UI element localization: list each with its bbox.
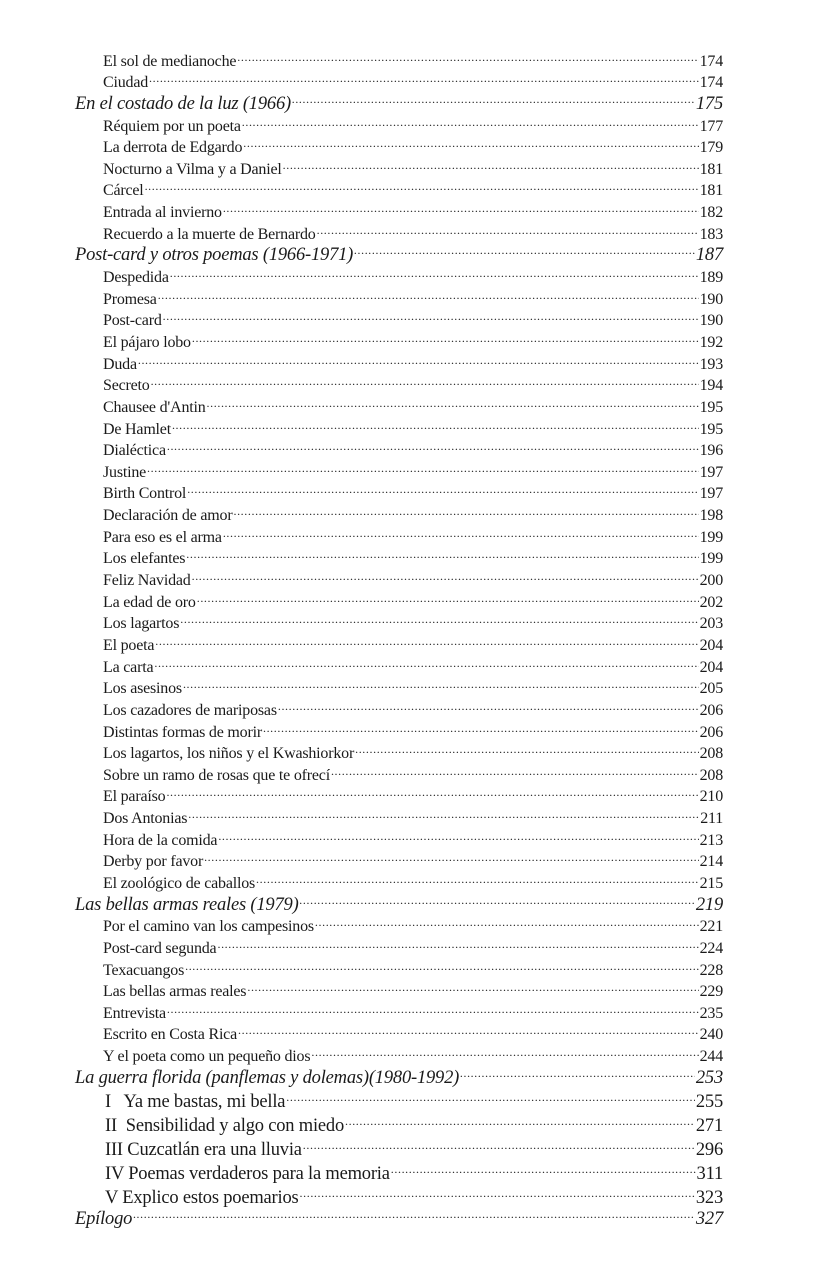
- toc-title: Despedida: [103, 269, 169, 287]
- toc-page-number: 197: [699, 485, 723, 503]
- toc-page-number: 181: [699, 160, 723, 178]
- toc-page-number: 211: [700, 810, 723, 828]
- dot-leader: [183, 672, 699, 694]
- toc-page-number: 208: [699, 745, 723, 763]
- toc-title: II Sensibilidad y algo con miedo: [105, 1115, 344, 1136]
- toc-page-number: 194: [699, 377, 723, 395]
- toc-page-number: 175: [695, 93, 723, 114]
- dot-leader: [154, 650, 698, 672]
- toc-entry-row: [75, 477, 723, 503]
- toc-title: Hora de la comida: [103, 831, 218, 849]
- toc-title: Entrada al invierno: [103, 204, 222, 222]
- toc-page-number: 195: [699, 398, 723, 416]
- toc-page-number: 206: [699, 701, 723, 719]
- toc-page-number: 204: [699, 636, 723, 654]
- dot-leader: [172, 412, 699, 434]
- toc-page-number: 198: [699, 507, 723, 525]
- toc-title: Recuerdo a la muerte de Bernardo: [103, 225, 316, 243]
- dot-leader: [218, 823, 698, 845]
- toc-page-number: 189: [699, 269, 723, 287]
- dot-leader: [192, 325, 699, 347]
- dot-leader: [167, 996, 699, 1018]
- toc-page-number: 215: [699, 874, 723, 892]
- dot-leader: [192, 563, 699, 585]
- toc-entry-row: [75, 195, 723, 222]
- toc-page-number: 200: [699, 572, 723, 590]
- toc-title: El sol de medianoche: [103, 52, 237, 70]
- toc-page-number: 174: [699, 52, 723, 70]
- toc-title: La guerra florida (panflemas y dolemas)(1980-1992): [75, 1067, 460, 1088]
- dot-leader: [149, 66, 699, 88]
- toc-page-number: 199: [699, 550, 723, 568]
- dot-leader: [167, 434, 699, 456]
- toc-page-number: 202: [699, 593, 723, 611]
- dot-leader: [391, 1155, 696, 1179]
- toc-page-number: 193: [699, 355, 723, 373]
- toc-title: El pájaro lobo: [103, 333, 191, 351]
- toc-page-number: 187: [695, 245, 723, 266]
- toc-title: De Hamlet: [103, 420, 171, 438]
- toc-title: El paraíso: [103, 788, 166, 806]
- toc-page-number: 203: [699, 615, 723, 633]
- toc-page-number: 219: [695, 894, 723, 915]
- dot-leader: [133, 1203, 695, 1225]
- toc-page-number: 174: [699, 74, 723, 92]
- toc-title: Los lagartos, los niños y el Kwashiorkor: [103, 745, 355, 763]
- toc-title: III Cuzcatlán era una lluvia: [105, 1139, 302, 1160]
- dot-leader: [155, 628, 698, 650]
- dot-leader: [186, 542, 698, 564]
- toc-entry-row: [75, 628, 723, 654]
- toc-title: Los lagartos: [103, 615, 180, 633]
- toc-title: Las bellas armas reales: [103, 983, 247, 1001]
- dot-leader: [354, 239, 695, 261]
- toc-title: Dos Antonias: [103, 810, 188, 828]
- toc-page-number: 210: [699, 788, 723, 806]
- toc-entry-row: [75, 369, 723, 395]
- toc-page-number: 255: [695, 1091, 723, 1112]
- toc-title: Ciudad: [103, 74, 149, 92]
- toc-entry-row: [75, 1018, 723, 1044]
- toc-page-number: 204: [699, 658, 723, 676]
- dot-leader: [223, 520, 699, 542]
- toc-page-number: 228: [699, 961, 723, 979]
- toc-section-row: [75, 1203, 723, 1230]
- toc-title: Cárcel: [103, 182, 144, 200]
- toc-entry-row: [75, 650, 723, 676]
- dot-leader: [311, 1039, 698, 1061]
- toc-title: Nocturno a Vilma y a Daniel: [103, 160, 282, 178]
- toc-page-number: 192: [699, 333, 723, 351]
- toc-title: La derrota de Edgardo: [103, 139, 243, 157]
- toc-page-number: 221: [699, 918, 723, 936]
- toc-title: Las bellas armas reales (1979): [75, 894, 299, 915]
- toc-page-number: 206: [699, 723, 723, 741]
- toc-page-number: 229: [699, 983, 723, 1001]
- toc-title: Post-card segunda: [103, 939, 217, 957]
- dot-leader: [300, 1179, 695, 1203]
- dot-leader: [242, 109, 699, 131]
- dot-leader: [158, 282, 699, 304]
- toc-entry-row: [75, 174, 723, 200]
- toc-title: Para eso es el arma: [103, 528, 222, 546]
- table-of-contents: [75, 44, 723, 1230]
- dot-leader: [286, 1083, 695, 1107]
- toc-title: Réquiem por un poeta: [103, 117, 241, 135]
- toc-entry-row: [75, 672, 723, 698]
- toc-entry-row: [75, 347, 723, 373]
- toc-section-row: [75, 87, 723, 114]
- dot-leader: [147, 455, 699, 477]
- toc-entry-row: [75, 390, 723, 416]
- dot-leader: [187, 477, 698, 499]
- toc-page-number: 296: [695, 1139, 723, 1160]
- dot-leader: [317, 217, 699, 239]
- toc-title: En el costado de la luz (1966): [75, 93, 291, 114]
- dot-leader: [223, 195, 699, 217]
- toc-page-number: 323: [695, 1187, 723, 1208]
- toc-title: La carta: [103, 658, 154, 676]
- toc-page-number: 327: [695, 1209, 723, 1230]
- toc-page-number: 235: [699, 1004, 723, 1022]
- toc-title: Secreto: [103, 377, 150, 395]
- dot-leader: [145, 174, 699, 196]
- dot-leader: [217, 931, 698, 953]
- dot-leader: [303, 1131, 695, 1155]
- toc-title: Declaración de amor: [103, 507, 233, 525]
- dot-leader: [207, 390, 699, 412]
- toc-page-number: 253: [695, 1067, 723, 1088]
- toc-title: Justine: [103, 463, 147, 481]
- dot-leader: [197, 585, 699, 607]
- toc-entry-row: [75, 434, 723, 460]
- toc-page-number: 190: [699, 290, 723, 308]
- toc-title: Feliz Navidad: [103, 572, 191, 590]
- dot-leader: [355, 737, 699, 759]
- toc-title: Chausee d'Antin: [103, 398, 206, 416]
- dot-leader: [170, 260, 699, 282]
- toc-title: Escrito en Costa Rica: [103, 1026, 237, 1044]
- toc-page-number: 177: [699, 117, 723, 135]
- toc-entry-row: [75, 455, 723, 481]
- toc-title: Por el camino van los campesinos: [103, 918, 314, 936]
- dot-leader: [180, 607, 698, 629]
- toc-title: V Explico estos poemarios: [105, 1187, 299, 1208]
- toc-title: IV Poemas verdaderos para la memoria: [105, 1163, 390, 1184]
- toc-page-number: 182: [699, 204, 723, 222]
- dot-leader: [243, 131, 698, 153]
- dot-leader: [151, 369, 699, 391]
- toc-entry-row: [75, 66, 723, 92]
- toc-page-number: 195: [699, 420, 723, 438]
- toc-title: El zoológico de caballos: [103, 874, 256, 892]
- toc-title: Sobre un ramo de rosas que te ofrecí: [103, 766, 330, 784]
- dot-leader: [300, 888, 695, 910]
- dot-leader: [185, 953, 699, 975]
- toc-title: Los elefantes: [103, 550, 186, 568]
- toc-entry-row: [75, 412, 723, 438]
- dot-leader: [238, 1018, 699, 1040]
- toc-page-number: 196: [699, 442, 723, 460]
- toc-page-number: 208: [699, 766, 723, 784]
- toc-page-number: 214: [699, 853, 723, 871]
- dot-leader: [166, 780, 698, 802]
- toc-title: Y el poeta como un pequeño dios: [103, 1048, 311, 1066]
- toc-page-number: 199: [699, 528, 723, 546]
- dot-leader: [263, 715, 699, 737]
- toc-page-number: 244: [699, 1048, 723, 1066]
- dot-leader: [237, 44, 698, 66]
- toc-page-number: 311: [696, 1163, 723, 1184]
- toc-entry-row: [75, 325, 723, 351]
- toc-page-number: 183: [699, 225, 723, 243]
- toc-page-number: 179: [699, 139, 723, 157]
- toc-title: Distintas formas de morir: [103, 723, 262, 741]
- toc-title: I Ya me bastas, mi bella: [105, 1091, 286, 1112]
- dot-leader: [283, 152, 699, 174]
- dot-leader: [138, 347, 699, 369]
- dot-leader: [278, 693, 699, 715]
- toc-title: Birth Control: [103, 485, 187, 503]
- toc-title: Post-card y otros poemas (1966-1971): [75, 245, 354, 266]
- dot-leader: [331, 758, 699, 780]
- dot-leader: [233, 498, 698, 520]
- toc-page-number: 181: [699, 182, 723, 200]
- toc-title: Promesa: [103, 290, 157, 308]
- toc-title: Dialéctica: [103, 442, 166, 460]
- toc-entry-row: [75, 304, 723, 330]
- dot-leader: [247, 975, 698, 997]
- toc-entry-row: [75, 44, 723, 70]
- toc-title: Post-card: [103, 312, 162, 330]
- toc-title: Entrevista: [103, 1004, 166, 1022]
- toc-title: El poeta: [103, 636, 155, 654]
- dot-leader: [256, 866, 699, 888]
- toc-title: Texacuangos: [103, 961, 185, 979]
- dot-leader: [163, 304, 699, 326]
- toc-title: Los asesinos: [103, 680, 182, 698]
- toc-title: Epílogo: [75, 1209, 133, 1230]
- toc-entry-row: [75, 780, 723, 806]
- toc-title: Los cazadores de mariposas: [103, 701, 277, 719]
- dot-leader: [460, 1061, 695, 1083]
- toc-entry-row: [75, 260, 723, 287]
- dot-leader: [204, 845, 699, 867]
- dot-leader: [188, 801, 699, 823]
- toc-page-number: 271: [695, 1115, 723, 1136]
- toc-title: Duda: [103, 355, 137, 373]
- dot-leader: [315, 910, 699, 932]
- dot-leader: [292, 87, 695, 109]
- toc-entry-row: [75, 801, 723, 828]
- dot-leader: [345, 1107, 695, 1131]
- toc-page-number: 240: [699, 1026, 723, 1044]
- toc-page-number: 197: [699, 463, 723, 481]
- toc-page-number: 224: [699, 939, 723, 957]
- toc-page-number: 213: [699, 831, 723, 849]
- toc-entry-row: [75, 996, 723, 1022]
- toc-title: La edad de oro: [103, 593, 196, 611]
- toc-page-number: 205: [699, 680, 723, 698]
- toc-entry-row: [75, 282, 723, 308]
- toc-page-number: 190: [699, 312, 723, 330]
- toc-title: Derby por favor: [103, 853, 204, 871]
